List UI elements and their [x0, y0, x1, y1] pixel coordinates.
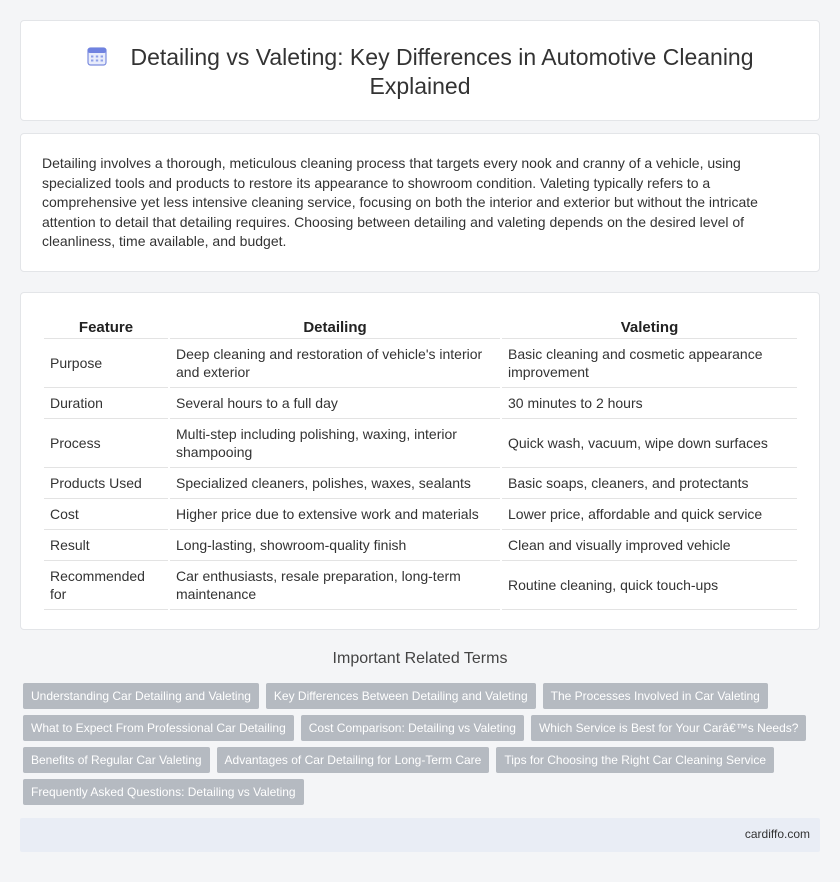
related-term-link[interactable]: Which Service is Best for Your Carâ€™s Needs? [531, 715, 806, 741]
related-term-link[interactable]: Benefits of Regular Car Valeting [23, 747, 210, 773]
feature-cell: Duration [44, 388, 168, 419]
related-term-link[interactable]: What to Expect From Professional Car Detailing [23, 715, 294, 741]
valeting-cell: Basic cleaning and cosmetic appearance improvement [502, 339, 797, 388]
table-row [44, 419, 797, 468]
footer [20, 818, 820, 852]
related-term-link[interactable]: Understanding Car Detailing and Valeting [23, 683, 259, 709]
table-row [44, 499, 797, 530]
feature-cell: Result [44, 530, 168, 561]
detailing-cell: Several hours to a full day [170, 388, 500, 419]
intro-text: Detailing involves a thorough, meticulous cleaning process that targets every nook and cranny of a vehicle, using specialized tools and products to restore its appearance to showroom condition. Valeting typically refers to a comprehensive yet less intensive cleaning service, focusing on both the interior and exterior but without the intricate attention to detail that detailing requires. Choosing between detailing and valeting depends on the desired level of cleanliness, time available, and budget. [42, 155, 758, 250]
table-row [44, 339, 797, 388]
related-term-link[interactable]: Advantages of Car Detailing for Long-Term Care [217, 747, 490, 773]
page-title-wrap [61, 43, 779, 101]
related-term-link[interactable]: Cost Comparison: Detailing vs Valeting [301, 715, 524, 741]
valeting-cell: Routine cleaning, quick touch-ups [502, 561, 797, 610]
page-title: Detailing vs Valeting: Key Differences in Automotive Cleaning Explained [130, 44, 754, 99]
feature-cell: Products Used [44, 468, 168, 499]
header-detailing: Detailing [170, 316, 500, 339]
feature-cell: Process [44, 419, 168, 468]
table-header-row [44, 316, 797, 339]
header-feature: Feature [44, 316, 168, 339]
related-terms-list [23, 683, 813, 805]
table-row [44, 388, 797, 419]
table-row [44, 561, 797, 610]
feature-cell: Recommended for [44, 561, 168, 610]
detailing-cell: Specialized cleaners, polishes, waxes, sealants [170, 468, 500, 499]
related-terms-title: Important Related Terms [332, 650, 508, 667]
related-term-link[interactable]: The Processes Involved in Car Valeting [543, 683, 768, 709]
detailing-cell: Deep cleaning and restoration of vehicle's interior and exterior [170, 339, 500, 388]
site-name: cardiffo.com [744, 827, 810, 841]
detailing-cell: Car enthusiasts, resale preparation, long-term maintenance [170, 561, 500, 610]
related-term-link[interactable]: Frequently Asked Questions: Detailing vs Valeting [23, 779, 304, 805]
header-card [20, 20, 820, 121]
table-row [44, 530, 797, 561]
header-valeting: Valeting [502, 316, 797, 339]
related-term-link[interactable]: Key Differences Between Detailing and Valeting [266, 683, 536, 709]
related-term-link[interactable]: Tips for Choosing the Right Car Cleaning Service [496, 747, 774, 773]
valeting-cell: Clean and visually improved vehicle [502, 530, 797, 561]
feature-cell: Cost [44, 499, 168, 530]
valeting-cell: Lower price, affordable and quick service [502, 499, 797, 530]
detailing-cell: Higher price due to extensive work and materials [170, 499, 500, 530]
valeting-cell: Basic soaps, cleaners, and protectants [502, 468, 797, 499]
intro-card [20, 133, 820, 272]
valeting-cell: 30 minutes to 2 hours [502, 388, 797, 419]
table-row [44, 468, 797, 499]
feature-cell: Purpose [44, 339, 168, 388]
comparison-card [20, 292, 820, 630]
valeting-cell: Quick wash, vacuum, wipe down surfaces [502, 419, 797, 468]
detailing-cell: Multi-step including polishing, waxing, interior shampooing [170, 419, 500, 468]
detailing-cell: Long-lasting, showroom-quality finish [170, 530, 500, 561]
comparison-table [42, 316, 799, 610]
calendar-icon [86, 45, 108, 67]
